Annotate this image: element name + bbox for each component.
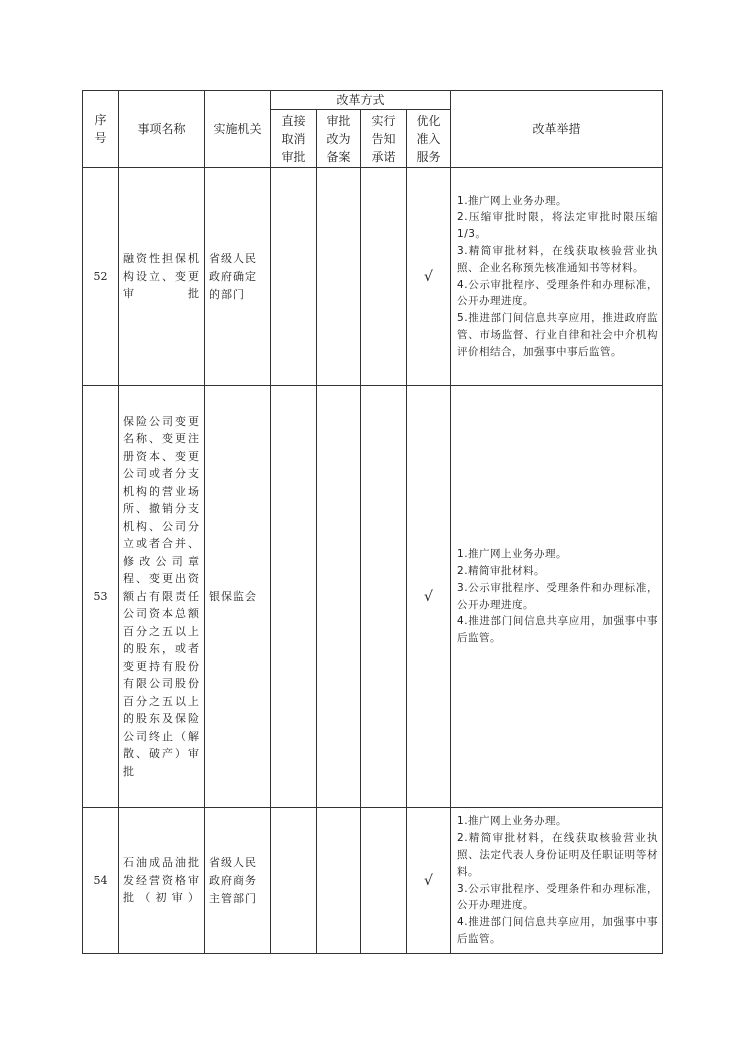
table-row	[83, 386, 663, 808]
measure-item: 1.推广网上业务办理。	[457, 194, 568, 207]
mode-cancel-line1: 直接	[281, 113, 306, 128]
mark-cancel	[271, 808, 317, 954]
mark-optimize: √	[407, 386, 451, 808]
mark-cancel	[271, 386, 317, 808]
header-item-name: 事项名称	[119, 91, 205, 168]
row-number: 54	[83, 808, 119, 954]
mode-filing-line3: 备案	[326, 149, 351, 164]
mark-cancel	[271, 168, 317, 386]
reform-table-page	[82, 90, 662, 954]
reform-measures	[451, 808, 663, 954]
mode-optimize-line3: 服务	[416, 149, 441, 164]
measure-item: 3.公示审批程序、受理条件和办理标准，公开办理进度。	[457, 882, 659, 912]
measure-item: 2.压缩审批时限，将法定审批时限压缩1/3。	[457, 211, 659, 241]
mode-filing-line1: 审批	[326, 113, 351, 128]
table-row	[83, 168, 663, 386]
agency-name: 省级人民政府商务主管部门	[205, 808, 271, 954]
header-seq-line1: 序	[94, 113, 107, 127]
header-mode-filing	[317, 110, 361, 168]
measure-item: 1.推广网上业务办理。	[457, 548, 568, 561]
header-reform-mode: 改革方式	[271, 91, 451, 110]
mark-filing	[317, 386, 361, 808]
mark-notify	[361, 168, 407, 386]
mark-filing	[317, 168, 361, 386]
mode-optimize-line2: 准入	[416, 131, 441, 146]
mode-cancel-line2: 取消	[281, 131, 306, 146]
reform-measures	[451, 386, 663, 808]
header-measures: 改革举措	[451, 91, 663, 168]
mark-notify	[361, 386, 407, 808]
measure-item: 4.推进部门间信息共享应用，加强事中事后监管。	[457, 916, 659, 945]
mark-optimize: √	[407, 808, 451, 954]
measure-item: 2.精简审批材料。	[457, 564, 546, 577]
mode-notify-line1: 实行	[371, 113, 396, 128]
mark-filing	[317, 808, 361, 954]
item-name: 融资性担保机构设立、变更审批	[119, 168, 205, 386]
mode-filing-line2: 改为	[326, 131, 351, 146]
reform-measures	[451, 168, 663, 386]
measure-item: 4.公示审批程序、受理条件和办理标准，公开办理进度。	[457, 278, 659, 308]
reform-table	[82, 90, 663, 954]
measure-item: 1.推广网上业务办理。	[457, 815, 568, 828]
table-row	[83, 808, 663, 954]
mode-notify-line3: 承诺	[371, 149, 396, 164]
item-name: 保险公司变更名称、变更注册资本、变更公司或者分支机构的营业场所、撤销分支机构、公司分立或者合并、修改公司章程、变更出资额占有限责任公司资本总额百分之五以上的股东，或者变更持有股份有限公司股份百分之五以上的股东及保险公司终止（解散、破产）审批	[119, 386, 205, 808]
header-mode-cancel	[271, 110, 317, 168]
row-number: 52	[83, 168, 119, 386]
mode-cancel-line3: 审批	[281, 149, 306, 164]
mark-optimize: √	[407, 168, 451, 386]
header-mode-optimize	[407, 110, 451, 168]
item-name: 石油成品油批发经营资格审批（初审）	[119, 808, 205, 954]
header-seq-line2: 号	[94, 131, 107, 145]
mode-notify-line2: 告知	[371, 131, 396, 146]
header-agency: 实施机关	[205, 91, 271, 168]
header-seq	[83, 91, 119, 168]
mode-optimize-line1: 优化	[416, 113, 441, 128]
agency-name: 省级人民政府确定的部门	[205, 168, 271, 386]
measure-item: 2.精简审批材料，在线获取核验营业执照、法定代表人身份证明及任职证明等材料。	[457, 832, 659, 878]
mark-notify	[361, 808, 407, 954]
measure-item: 4.推进部门间信息共享应用，加强事中事后监管。	[457, 615, 659, 645]
measure-item: 3.公示审批程序、受理条件和办理标准，公开办理进度。	[457, 581, 659, 611]
measure-item: 3.精简审批材料，在线获取核验营业执照、企业名称预先核准通知书等材料。	[457, 244, 659, 274]
row-number: 53	[83, 386, 119, 808]
header-mode-notify	[361, 110, 407, 168]
measure-item: 5.推进部门间信息共享应用，推进政府监管、市场监督、行业自律和社会中介机构评价相结合，加强事中事后监管。	[457, 312, 659, 358]
agency-name: 银保监会	[205, 386, 271, 808]
